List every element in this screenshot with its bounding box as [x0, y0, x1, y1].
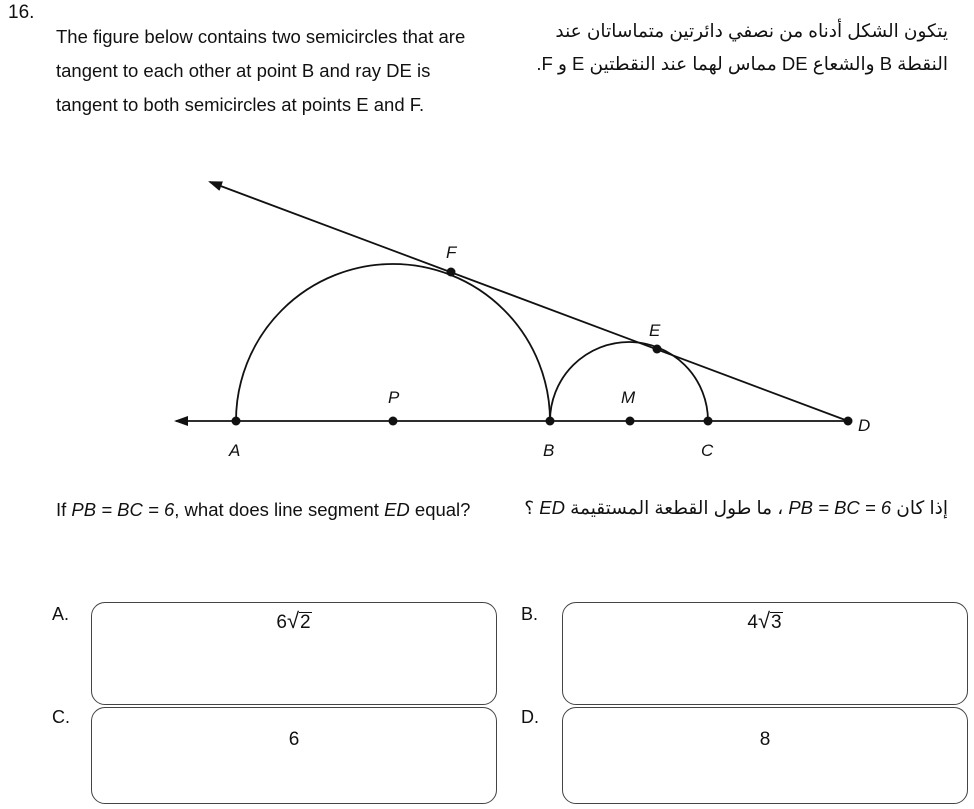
point-f	[447, 268, 456, 277]
prompt-en-suffix: equal?	[409, 499, 471, 520]
option-b-button[interactable]	[562, 602, 968, 705]
point-p	[389, 417, 398, 426]
label-b: B	[543, 441, 555, 460]
point-c	[704, 417, 713, 426]
prompt-en-prefix: If	[56, 499, 72, 520]
prompt-ar-segment: ED	[539, 497, 565, 518]
option-a-radicand: 2	[300, 611, 311, 633]
prompt-en-segment: ED	[384, 499, 410, 520]
label-a: A	[229, 441, 241, 460]
option-b-radicand: 3	[771, 611, 782, 633]
prompt-en-mid: , what does line segment	[174, 499, 385, 520]
label-e: E	[649, 321, 661, 340]
option-c-value: 6	[288, 728, 300, 750]
label-d: D	[858, 416, 871, 435]
point-d	[844, 417, 853, 426]
geometry-figure	[0, 170, 974, 470]
prompt-ar-prefix: إذا كان	[891, 497, 948, 518]
prompt-ar-formula: PB = BC = 6	[788, 497, 892, 518]
prompt-en-formula: PB = BC = 6	[71, 499, 175, 520]
sqrt-symbol-icon: √	[286, 607, 300, 633]
point-m	[626, 417, 635, 426]
question-stem-english: The figure below contains two semicircles that are tangent to each other at point B and ray DE is tangent to both semicircles at points E and F.	[56, 26, 466, 115]
point-a	[232, 417, 241, 426]
option-a-letter: A.	[52, 604, 70, 624]
option-a-value	[276, 607, 311, 650]
option-c-letter: C.	[52, 707, 70, 727]
point-b	[546, 417, 555, 426]
option-a-coefficient: 6	[276, 611, 287, 633]
question-prompt-english	[56, 494, 476, 526]
label-f: F	[446, 243, 457, 262]
option-d-value: 8	[759, 728, 771, 750]
option-b-coefficient: 4	[747, 611, 758, 633]
sqrt-symbol-icon: √	[757, 607, 771, 633]
label-m: M	[621, 388, 636, 407]
question-number: 16.	[8, 2, 35, 23]
tangent-ray	[210, 182, 848, 421]
option-d-button[interactable]	[562, 707, 968, 804]
prompt-ar-mid: ، ما طول القطعة المستقيمة	[564, 497, 789, 518]
option-b-value	[747, 607, 782, 650]
small-semicircle	[550, 342, 708, 421]
label-p: P	[388, 388, 400, 407]
prompt-ar-suffix: ؟	[524, 497, 540, 518]
option-d-letter: D.	[521, 707, 539, 727]
point-e	[653, 345, 662, 354]
option-c-button[interactable]	[91, 707, 497, 804]
option-b-letter: B.	[521, 604, 539, 624]
question-stem-arabic: يتكون الشكل أدناه من نصفي دائرتين متماساتان عند النقطة B والشعاع DE مماس لهما عند النقطتين E و F.	[536, 20, 948, 74]
label-c: C	[701, 441, 714, 460]
question-prompt-arabic	[508, 492, 948, 524]
option-a-button[interactable]	[91, 602, 497, 705]
